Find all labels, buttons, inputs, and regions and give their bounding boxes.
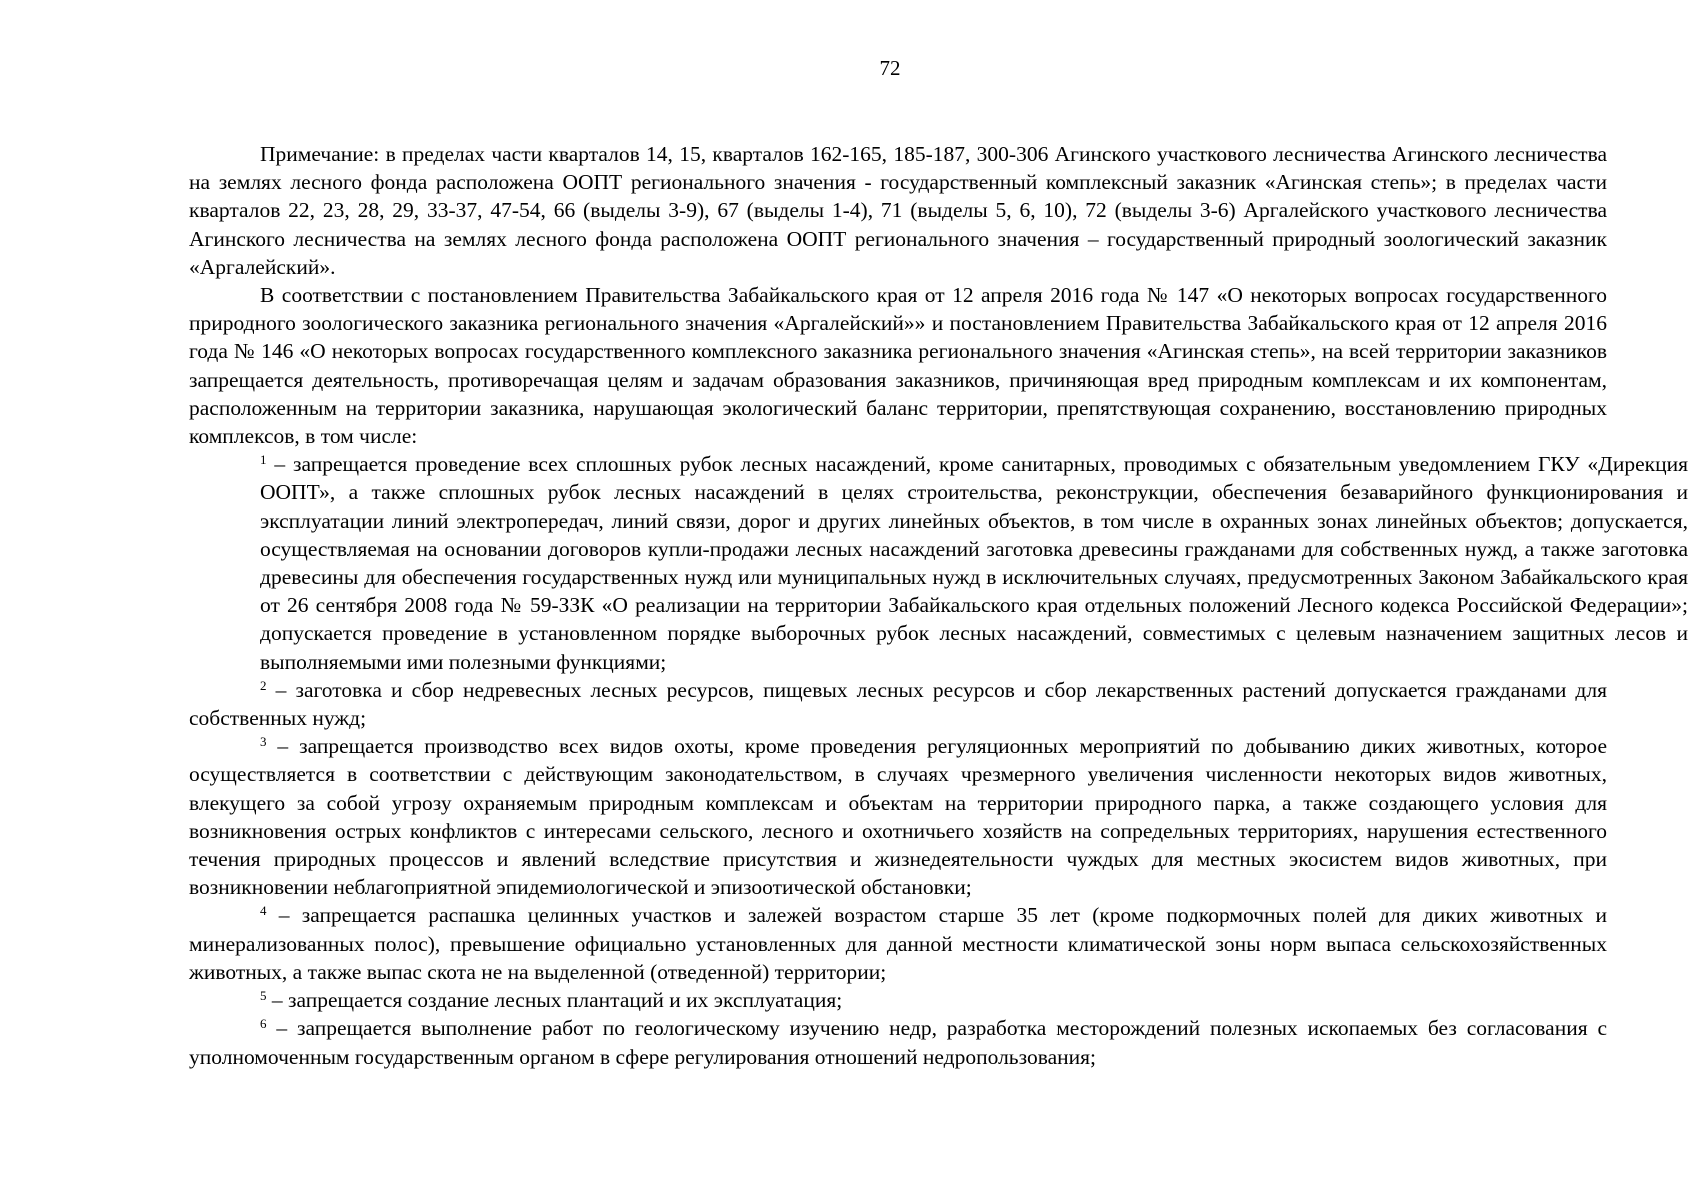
paragraph-text: – запрещается выполнение работ по геологическому изучению недр, разработка месторождений полезных ископаемых без согласования с уполномоченным государственным органом в сфере регулирования отношений недропользования; xyxy=(189,1016,1607,1069)
footnote-item-6 xyxy=(189,1014,1607,1070)
page-number: 72 xyxy=(879,56,901,80)
document-body xyxy=(189,140,1688,1071)
footnote-marker: 6 xyxy=(260,1016,267,1032)
paragraph-text: – запрещается распашка целинных участков и залежей возрастом старше 35 лет (кроме подкормочных полей для диких животных и минерализованных полос), превышение официально установленных для данной местности климатической зоны норм выпаса сельскохозяйственных животных, а также выпас скота не на выделенной (отведенной) территории; xyxy=(189,903,1607,984)
paragraph-text: – запрещается создание лесных плантаций и их эксплуатация; xyxy=(266,988,843,1013)
footnote-item-1 xyxy=(260,450,1688,676)
footnote-item-4 xyxy=(189,901,1607,986)
footnote-item-2 xyxy=(189,676,1607,732)
regulation-paragraph xyxy=(189,281,1607,450)
footnote-marker: 4 xyxy=(260,903,267,919)
paragraph-text: В соответствии с постановлением Правительства Забайкальского края от 12 апреля 2016 года № 147 «О некоторых вопросах государственного природного зоологического заказника регионального значения «Аргалейский»» и постановлением Правительства Забайкальского края от 12 апреля 2016 года № 146 «О некоторых вопросах государственного комплексного заказника регионального значения «Агинская степь», на всей территории заказников запрещается деятельность, противоречащая целям и задачам образования заказников, причиняющая вред природным комплексам и их компонентам, расположенным на территории заказника, нарушающая экологический баланс территории, препятствующая сохранению, восстановлению природных комплексов, в том числе: xyxy=(189,283,1607,449)
footnote-marker: 2 xyxy=(260,677,267,693)
footnote-marker: 5 xyxy=(260,988,267,1004)
footnote-marker: 3 xyxy=(260,734,267,750)
paragraph-text: Примечание: в пределах части кварталов 14, 15, кварталов 162-165, 185-187, 300-306 Агинского участкового лесничества Агинского лесничества на землях лесного фонда расположена ООПТ регионального значения - государственный комплексный заказник «Агинская степь»; в пределах части кварталов 22, 23, 28, 29, 33-37, 47-54, 66 (выделы 3-9), 67 (выделы 1-4), 71 (выделы 5, 6, 10), 72 (выделы 3-6) Аргалейского участкового лесничества Агинского лесничества на землях лесного фонда расположена ООПТ регионального значения – государственный природный зоологический заказник «Аргалейский». xyxy=(189,142,1607,279)
paragraph-text: – запрещается проведение всех сплошных рубок лесных насаждений, кроме санитарных, проводимых с обязательным уведомлением ГКУ «Дирекция ООПТ», а также сплошных рубок лесных насаждений в целях строительства, реконструкции, обеспечения безаварийного функционирования и эксплуатации линий электропередач, линий связи, дорог и других линейных объектов, в том числе в охранных зонах линейных объектов; допускается, осуществляемая на основании договоров купли-продажи лесных насаждений заготовка древесины гражданами для собственных нужд, а также заготовка древесины для обеспечения государственных нужд или муниципальных нужд в исключительных случаях, предусмотренных Законом Забайкальского края от 26 сентября 2008 года № 59-ЗЗК «О реализации на территории Забайкальского края отдельных положений Лесного кодекса Российской Федерации»; допускается проведение в установленном порядке выборочных рубок лесных насаждений, совместимых с целевым назначением защитных лесов и выполняемыми ими полезными функциями; xyxy=(260,452,1688,674)
footnote-item-5 xyxy=(189,986,1607,1014)
paragraph-text: – запрещается производство всех видов охоты, кроме проведения регуляционных мероприятий по добыванию диких животных, которое осуществляется в соответствии с действующим законодательством, в случаях чрезмерного увеличения численности некоторых видов животных, влекущего за собой угрозу охраняемым природным комплексам и объектам на территории природного парка, а также создающего условия для возникновения острых конфликтов с интересами сельского, лесного и охотничьего хозяйств на сопредельных территориях, нарушения естественного течения природных процессов и явлений вследствие присутствия и жизнедеятельности чуждых для местных экосистем видов животных, при возникновении неблагоприятной эпидемиологической и эпизоотической обстановки; xyxy=(189,734,1607,900)
paragraph-text: – заготовка и сбор недревесных лесных ресурсов, пищевых лесных ресурсов и сбор лекарственных растений допускается гражданами для собственных нужд; xyxy=(189,677,1607,731)
note-paragraph xyxy=(189,140,1607,281)
footnote-marker: 1 xyxy=(260,452,267,468)
footnote-item-3 xyxy=(189,732,1607,901)
